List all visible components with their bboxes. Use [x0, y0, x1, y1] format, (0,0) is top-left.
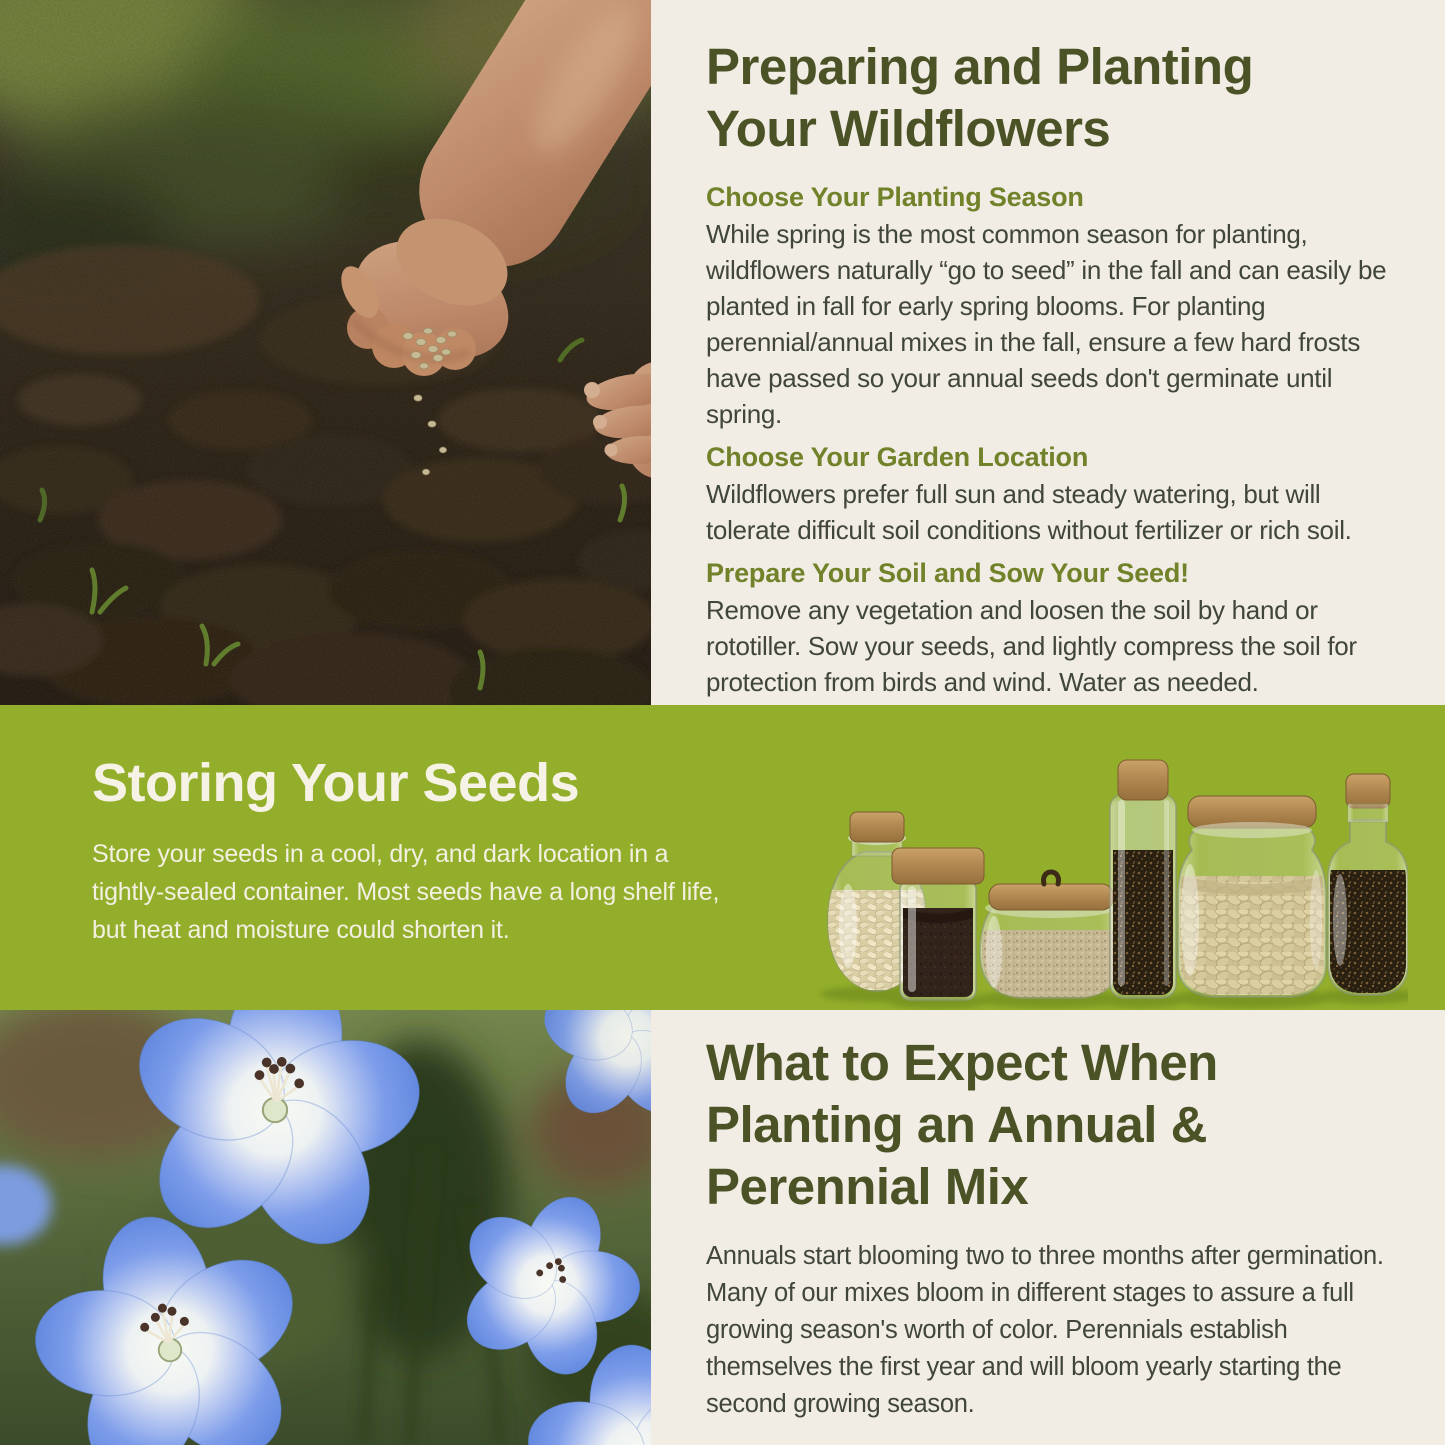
expect-body: Annuals start blooming two to three months after germination. Many of our mixes bloom in different stages to assure a full growing season's worth of color. Perennials establish themselves the first year and will bloom yearly starting the second growing season.	[706, 1242, 1384, 1418]
seed-jars-illustration	[788, 700, 1408, 1010]
storing-body: Store your seeds in a cool, dry, and dark location in a tightly-sealed container. Most seeds have a long shelf life, but heat and moisture could shorten it.	[92, 840, 720, 944]
prepare-soil-heading: Prepare Your Soil and Sow Your Seed!	[706, 558, 1189, 588]
storing-title: Storing Your Seeds	[92, 753, 580, 813]
soil-photo-illustration	[0, 0, 651, 705]
storing-text-block	[92, 751, 752, 949]
preparing-title-line2: Your Wildflowers	[706, 100, 1111, 157]
expect-title-line3: Perennial Mix	[706, 1158, 1029, 1215]
blue-wildflowers-photo	[0, 1010, 651, 1445]
prepare-soil-body: Remove any vegetation and loosen the soil by hand or rototiller. Sow your seeds, and lightly compress the soil for protection from birds and wind. Water as needed.	[706, 595, 1357, 697]
garden-location-body: Wildflowers prefer full sun and steady watering, but will tolerate difficult soil conditions without fertilizer or rich soil.	[706, 479, 1352, 545]
expect-title-line2: Planting an Annual &	[706, 1096, 1207, 1153]
planting-season-body: While spring is the most common season for planting, wildflowers naturally “go to seed” in the fall and can easily be planted in fall for early spring blooms. For planting perennial/annual mixes in the fall, ensure a few hard frosts have passed so your annual seeds don't germinate until spring.	[706, 219, 1387, 429]
expect-title-line1: What to Expect When	[706, 1034, 1218, 1091]
planting-season-heading: Choose Your Planting Season	[706, 182, 1084, 212]
preparing-title-line1: Preparing and Planting	[706, 38, 1254, 95]
seed-jars-photo	[788, 700, 1408, 1010]
sowing-seeds-photo	[0, 0, 651, 705]
garden-location-heading: Choose Your Garden Location	[706, 442, 1089, 472]
preparing-title	[706, 36, 1401, 160]
section-storing	[0, 705, 1445, 1010]
flowers-photo-illustration	[0, 1010, 651, 1445]
section-expect	[651, 1010, 1445, 1445]
section-preparing	[651, 0, 1445, 705]
expect-title	[706, 1032, 1401, 1218]
